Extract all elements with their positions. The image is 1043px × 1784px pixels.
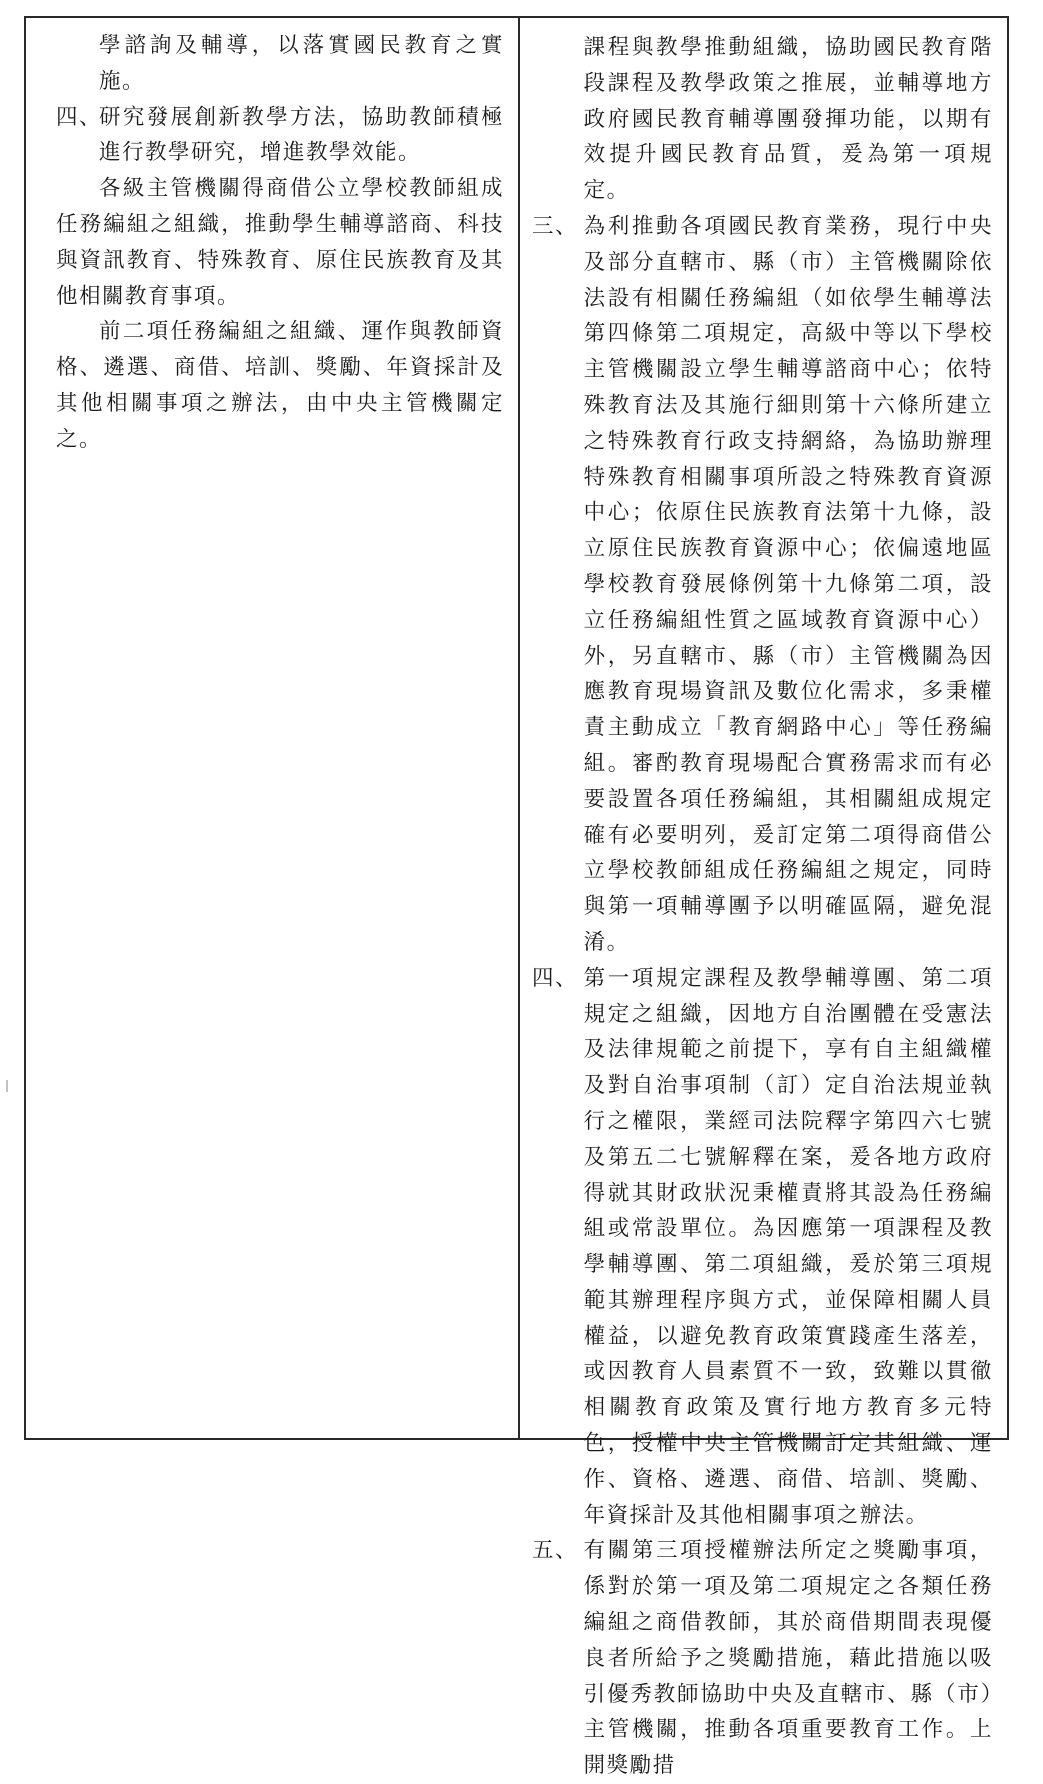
explanation-continued-paragraph: 課程與教學推動組織，協助國民教育階段課程及教學政策之推展，並輔導地方政府國民教育輔導團發揮功能，以期有效提升國民教育品質，爰為第一項規定。	[583, 35, 993, 204]
explanation-item-five	[532, 1533, 993, 1784]
article-text-column	[26, 18, 520, 1438]
clause-item-marker: 四、	[56, 104, 103, 130]
article-paragraph-three: 前二項任務編組之組織、運作與教師資格、遴選、商借、培訓、獎勵、年資採計及其他相關事項之辦法，由中央主管機關定之。	[56, 319, 504, 452]
explanation-column	[520, 18, 1007, 1779]
clause-item-text: 研究發展創新教學方法，協助教師積極進行教學研究，增進教學效能。	[99, 104, 504, 166]
explanation-item-text: 有關第三項授權辦法所定之獎勵事項，係對於第一項及第二項規定之各類任務編組之商借教師，其於商借期間表現優良者所給予之獎勵措施，藉此措施以吸引優秀教師協助中央及直轄市、縣（市）主管機關，推動各項重要教育工作。上開獎勵措	[583, 1538, 993, 1779]
article-paragraph-two: 各級主管機關得商借公立學校教師組成任務編組之組織，推動學生輔導諮商、科技與資訊教育、特殊教育、原住民族教育及其他相關教育事項。	[56, 176, 504, 309]
continued-clause-line: 學諮詢及輔導，以落實國民教育之實施。	[99, 33, 504, 94]
document-table	[24, 16, 1009, 1779]
explanation-item-text: 為利推動各項國民教育業務，現行中央及部分直轄市、縣（市）主管機關除依法設有相關任務編組（如依學生輔導法第四條第二項規定，高級中等以下學校主管機關設立學生輔導諮商中心；依特殊教育法及其施行細則第十六條所建立之特殊教育行政支持網絡，為協助辦理特殊教育相關事項所設之特殊教育資源中心；依原住民族教育法第十九條，設立原住民族教育資源中心；依偏遠地區學校教育發展條例第十九條第二項，設立任務編組性質之區域教育資源中心）外，另直轄市、縣（市）主管機關為因應教育現場資訊及數位化需求，多秉權責主動成立「教育網路中心」等任務編組。審酌教育現場配合實務需求而有必要設置各項任務編組，其相關組成規定確有必要明列，爰訂定第二項得商借公立學校教師組成任務編組之規定，同時與第一項輔導團予以明確區隔，避免混淆。	[583, 213, 993, 955]
scan-artifact-mark	[6, 1080, 8, 1092]
explanation-item-four	[532, 961, 993, 1534]
clause-item-four	[56, 100, 504, 172]
explanation-item-text: 第一項規定課程及教學輔導團、第二項規定之組織，因地方自治團體在受憲法及法律規範之前提下，享有自主組織權及對自治事項制（訂）定自治法規並執行之權限，業經司法院釋字第四六七號及第五二七號解釋在案，爰各地方政府得就其財政狀況秉權責將其設為任務編組或常設單位。為因應第一項課程及教學輔導團、第二項組織，爰於第三項規範其辦理程序與方式，並保障相關人員權益，以避免教育政策實踐產生落差，或因教育人員素質不一致，致難以貫徹相關教育政策及實行地方教育多元特色，授權中央主管機關訂定其組織、運作、資格、遴選、商借、培訓、獎勵、年資採計及其他相關事項之辦法。	[583, 965, 993, 1528]
explanation-item-marker: 五、	[532, 1538, 579, 1564]
explanation-item-three	[532, 209, 993, 961]
explanation-item-marker: 四、	[532, 965, 579, 991]
explanation-item-marker: 三、	[532, 213, 579, 239]
